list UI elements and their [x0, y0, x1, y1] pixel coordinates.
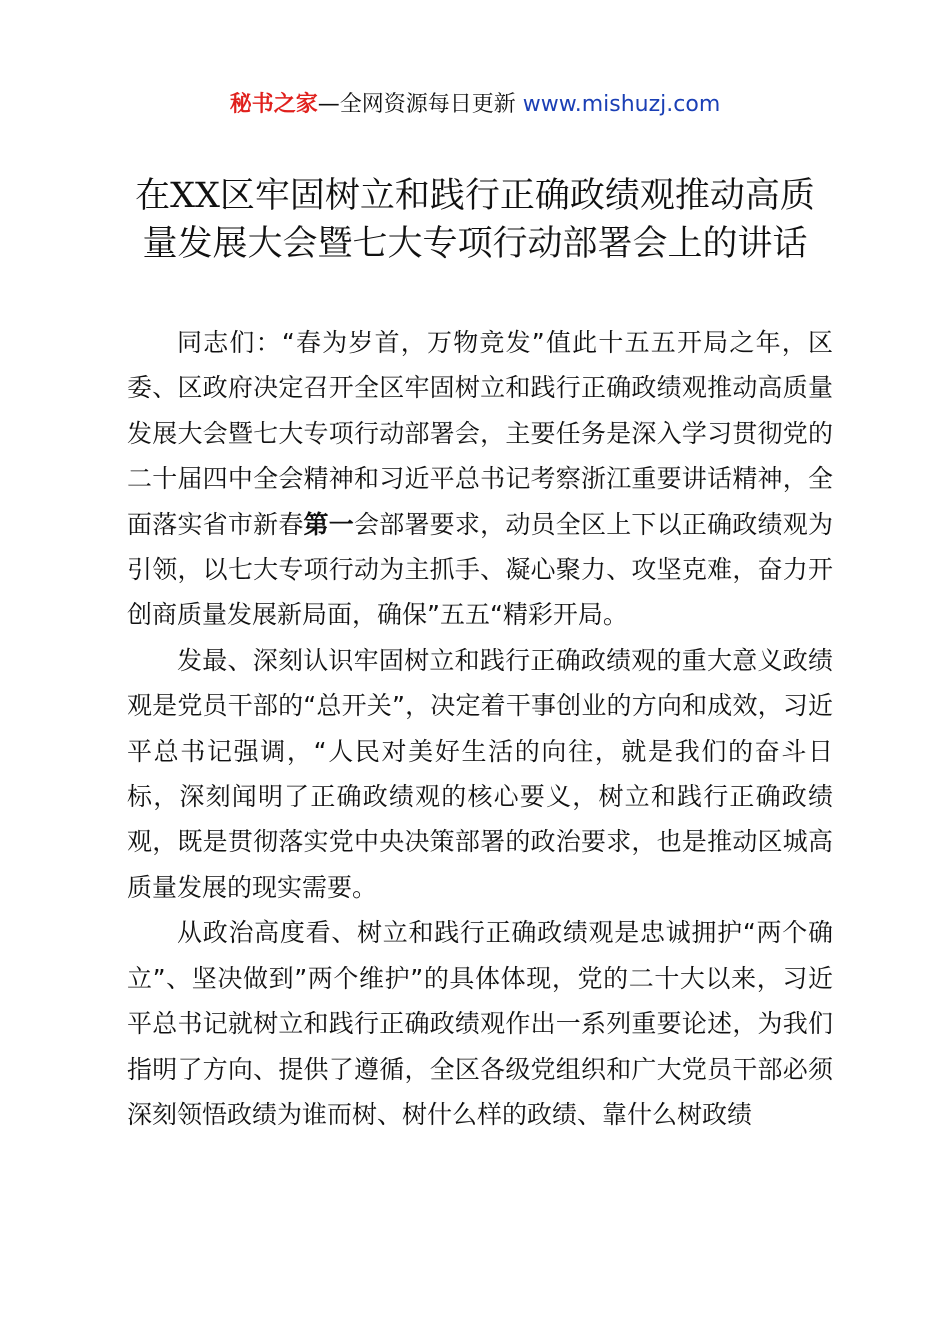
- title-line-2: 量发展大会暨七大专项行动部署会上的讲话: [142, 224, 808, 264]
- site-header: [0, 90, 950, 120]
- site-brand: 秘书之家: [229, 92, 318, 117]
- paragraph-1: [127, 320, 833, 638]
- title-line-1: 在XX区牢固树立和践行正确政绩观推动高质: [135, 176, 815, 216]
- site-tagline: —全网资源每日更新: [317, 92, 523, 117]
- paragraph-2: 发最、深刻认识牢固树立和践行正确政绩观的重大意义政绩观是党员干部的“总开关”，决定着干事创业的方向和成效，习近平总书记强调，“人民对美好生活的向往，就是我们的奋斗日标，深刻闻明了正确政绩观的核心要义，树立和践行正确政绩观，既是贯彻落实党中央决策部署的政治要求，也是推动区城高质量发展的现实需要。: [127, 645, 833, 902]
- site-url-link[interactable]: www.mishuzj.com: [522, 92, 721, 117]
- paragraph-1-bold: 第一: [303, 509, 354, 539]
- document-title: [100, 172, 850, 268]
- speech-body: [127, 320, 833, 1137]
- paragraph-1-text-a: 同志们：“春为岁首，万物竞发”值此十五五开局之年，区委、区政府决定召开全区牢固树立和践行正确政绩观推动高质量发展大会暨七大专项行动部署会，主要任务是深入学习贯彻党的二十届四中全会精神和习近平总书记考察浙江重要讲话精神，全面落实省市新春: [127, 328, 833, 539]
- paragraph-1-text-b: 会部署要求，动员全区上下以正确政绩观为引领，以七大专项行动为主抓手、凝心聚力、攻坚克难，奋力开创商质量发展新局面，确保”五五“精彩开局。: [127, 509, 833, 630]
- paragraph-3: 从政治高度看、树立和践行正确政绩观是忠诚拥护“两个确立”、坚决做到”两个维护”的具体体现，党的二十大以来，习近平总书记就树立和践行正确政绩观作出一系列重要论述，为我们指明了方向、提供了遵循，全区各级党组织和广大党员干部必须深刻领悟政绩为谁而树、树什么样的政绩、靠什么树政绩: [127, 918, 833, 1129]
